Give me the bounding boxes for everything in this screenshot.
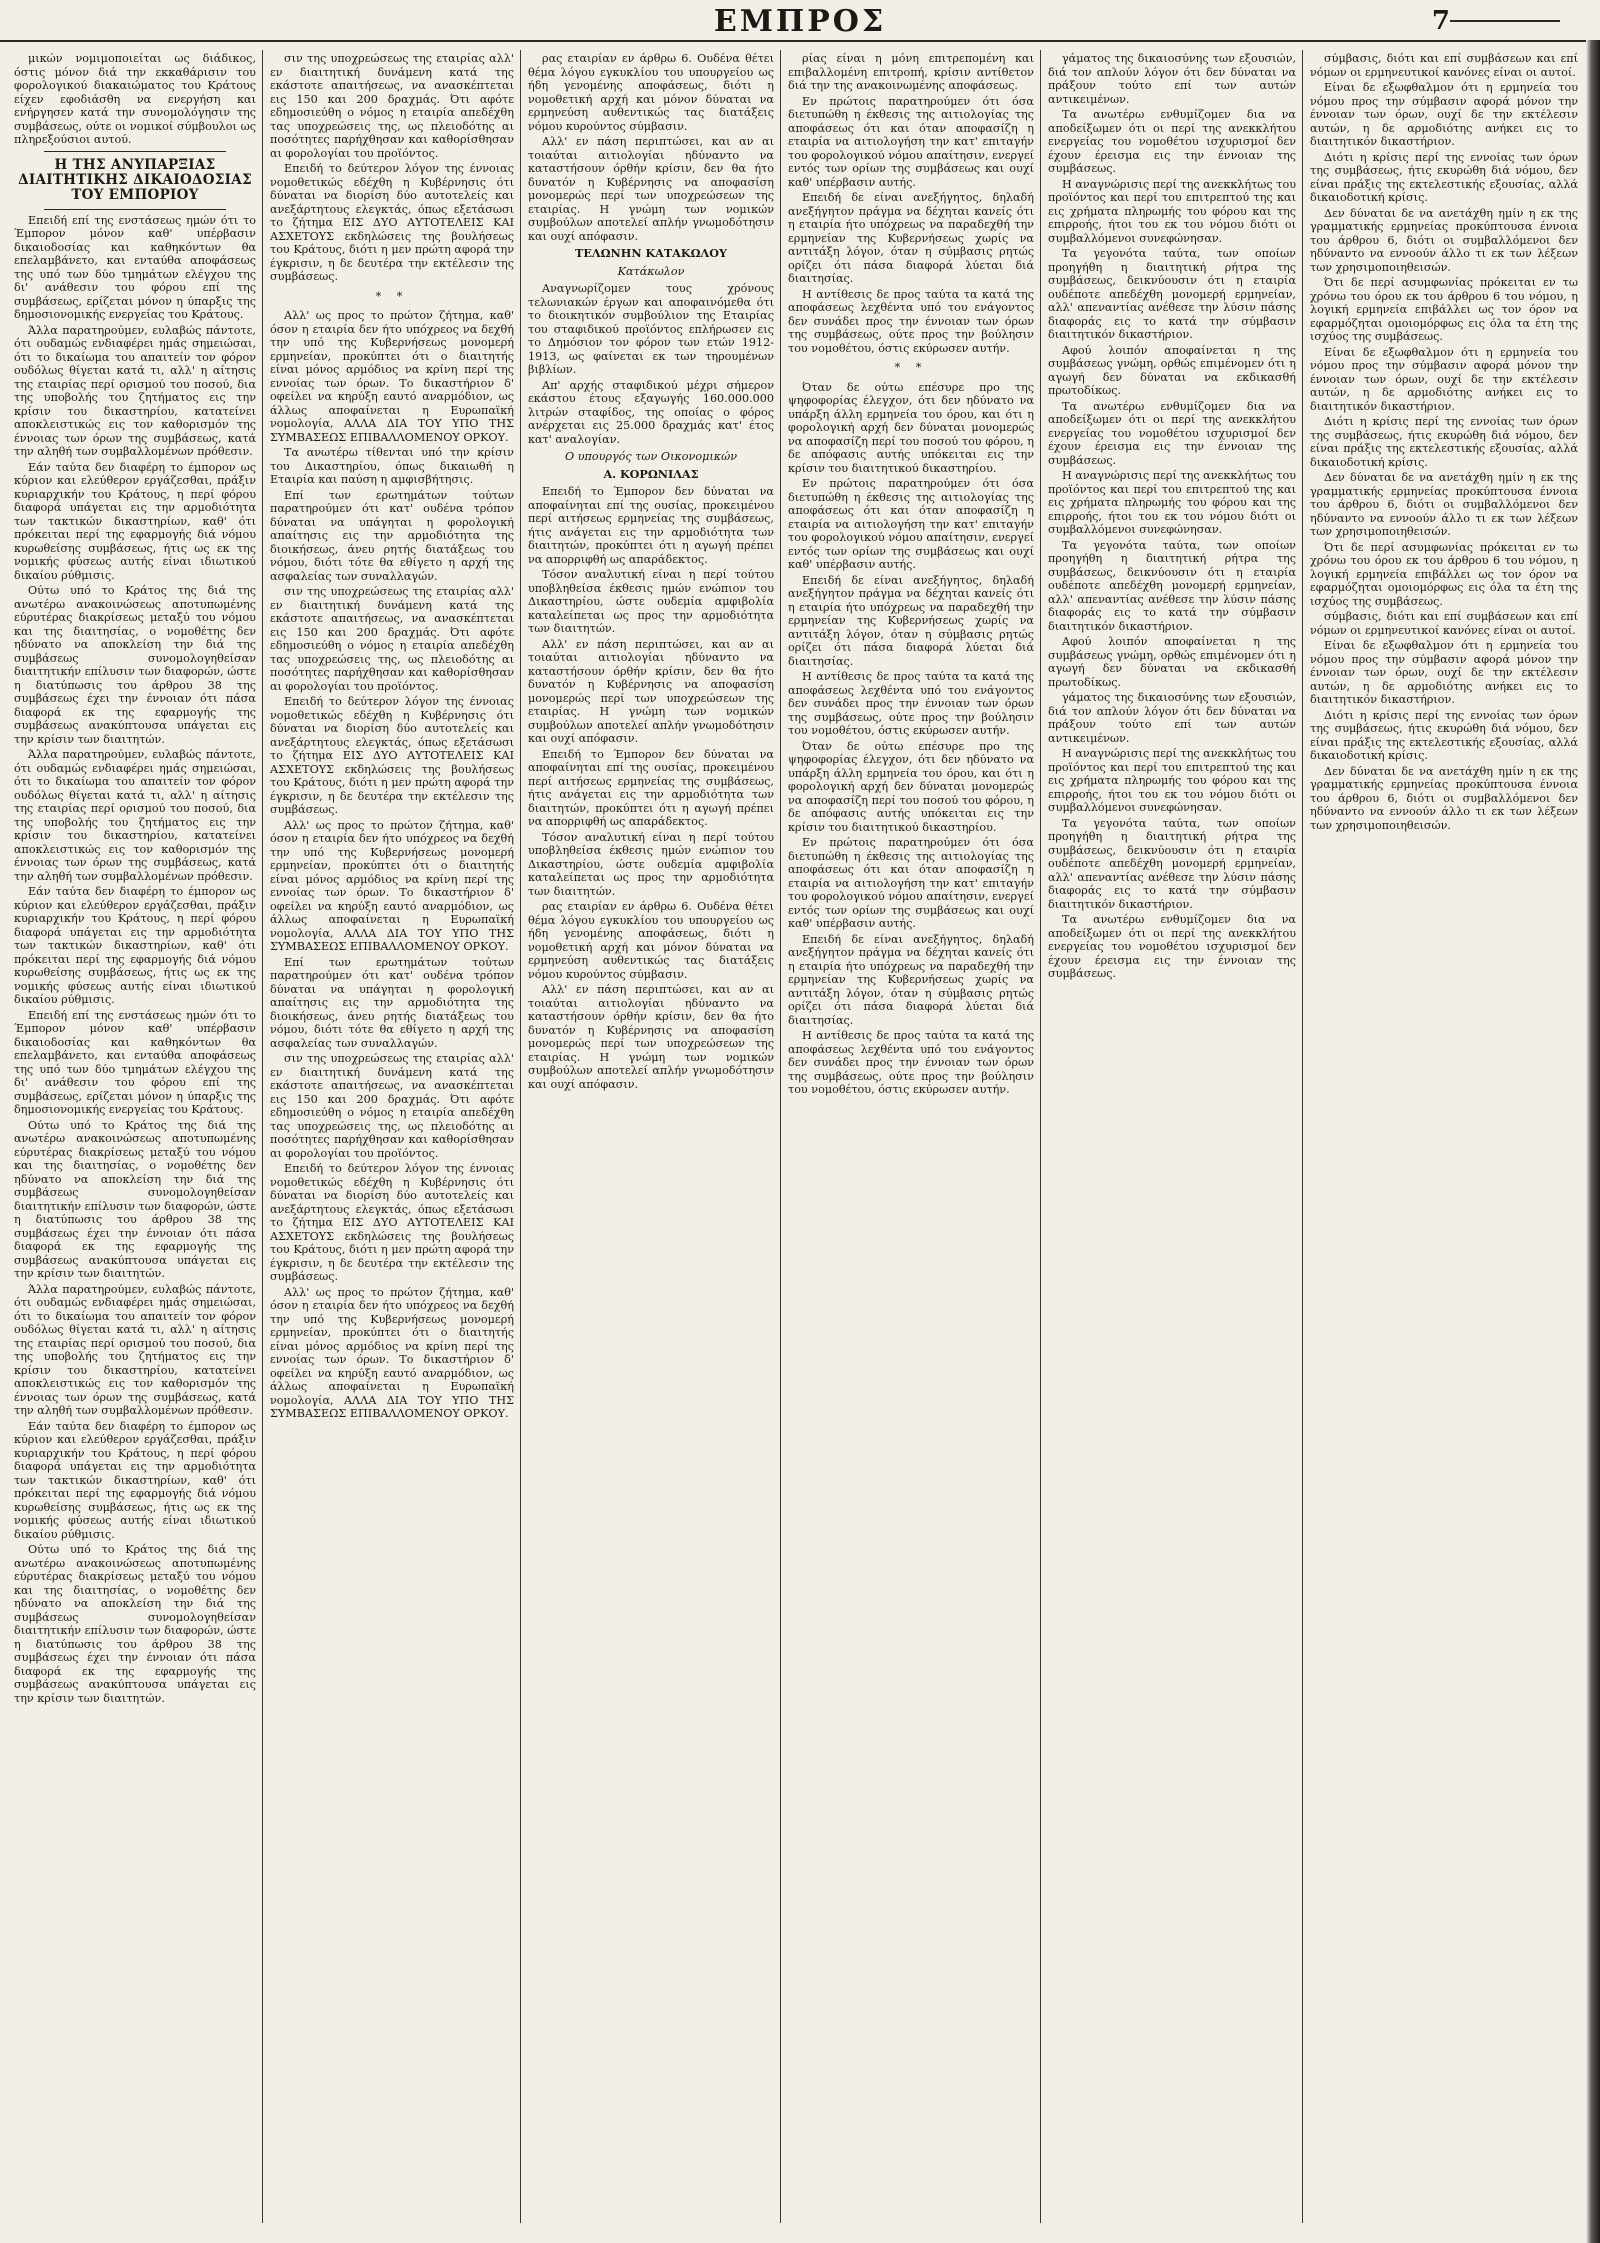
column-4 — [788, 52, 1034, 2223]
column-2 — [270, 52, 514, 2223]
paragraph: μικών νομιμοποιείται ως διάδικος, όστις μόνον διά την εκκαθάρισιν του φορολογικού διακαιώματος του Κράτους είχεν εφοδιάσθη να ενεργήση και ενήργησεν κατά την συνομολόγησιν της συμβάσεως, ούτε οι νομικοί σύμβουλοι ως πληρεξούσιοι αυτού. — [14, 52, 256, 146]
paragraph: Όταν δε ούτω επέσυρε προ της ψηφοφορίας έλεγχον, ότι δεν ηδύνατο να υπάρξη άλλη ερμηνεία του όρου, και ότι η φορολογική αρχή δεν δύναται μονομερώς να αποφασίζη περί του ποσού του φόρου, η δε απόφασις αυτής υπόκειται εις την κρίσιν του διαιτητικού δικαστηρίου. — [788, 380, 1034, 475]
paragraph: Δεν δύναται δε να ανετάχθη ημίν η εκ της γραμματικής ερμηνείας προκύπτουσα έννοια του άρθρου 6, διότι οι συμβαλλόμενοι δεν ηδύναντο να εννοούν άλλο τι εκ των λέξεων των χρησιμοποιηθεισών. — [1310, 206, 1578, 274]
paragraph: Άλλα παρατηρούμεν, ευλαβώς πάντοτε, ότι ουδαμώς ενδιαφέρει ημάς σημειώσαι, ότι το δικαίωμα του απαιτείν τον φόρον ουδόλως θίγεται κατά τι, αλλ' η αίτησις της εταιρίας περί ορισμού του ποσού, δια της υποβολής του ζητήματος εις την κρίσιν του δικαστηρίου, κατατείνει αποκλειστικώς εις τον καθορισμόν της έννοιας των όρων της συμβάσεως, κατά την αληθή των συμβαλλομένων πρόθεσιν. — [14, 748, 256, 883]
column-3 — [528, 52, 774, 2223]
paragraph: Διότι η κρίσις περί της εννοίας των όρων της συμβάσεως, ήτις εκυρώθη διά νόμου, δεν είναι πράξις της εκτελεστικής εξουσίας, αλλά δικαιοδοτική κρίσις. — [1310, 150, 1578, 204]
paragraph: Επί των ερωτημάτων τούτων παρατηρούμεν ότι κατ' ουδένα τρόπον δύναται να υπάγηται η φορολογική απαίτησις εις την αρμοδιότητα της διοικήσεως, άνευ ρητής διατάξεως του νόμου, διότι τότε θα εθίγετο η αρχή της ασφαλείας των συναλλαγών. — [270, 955, 514, 1050]
paragraph: σύμβασις, διότι και επί συμβάσεων και επί νόμων οι ερμηνευτικοί κανόνες είναι οι αυτοί. — [1310, 610, 1578, 637]
section-separator: * * — [894, 361, 928, 374]
paragraph: σιν της υποχρεώσεως της εταιρίας αλλ' εν διαιτητική δυνάμενη κατά της εκάστοτε απαιτήσεως, να ανασκέπτεται εις 150 και 200 δραχμάς. Ότι αφότε εδημοσιεύθη ο νόμος η εταιρία απεδέχθη τας υποχρεώσεις της, ως πλειοδότης αι ποσότητες παρήχθησαν και καθορίσθησαν αι φορολογίαι του προϊόντος. — [270, 585, 514, 693]
paragraph: Είναι δε εξωφθαλμον ότι η ερμηνεία του νόμου προς την σύμβασιν αφορά μόνον την έννοιαν των όρων, ουχί δε την εκτέλεσιν αυτών, η δε αρμοδιότης ανήκει εις το διαιτητικόν δικαστήριον. — [1310, 81, 1578, 148]
paragraph: Επειδή δε είναι ανεξήγητος, δηλαδή ανεξήγητον πράγμα να δέχηται κανείς ότι η εταιρία ήτο υπόχρεως να παραδεχθή την ερμηνείαν της Κυβερνήσεως χωρίς να αντιτάξη λόγον, όταν η σύμβασις ρητώς ορίζει ότι πάσα διαφορά λύεται διά διαιτησίας. — [788, 191, 1034, 285]
signature-customs: ΤΕΛΩΝΗΝ ΚΑΤΑΚΩΛΟΥ — [575, 246, 727, 260]
paragraph: Αλλ' ως προς το πρώτον ζήτημα, καθ' όσον η εταιρία δεν ήτο υπόχρεος να δεχθή την υπό της Κυβερνήσεως μονομερή ερμηνείαν, προκύπτει ότι ο διαιτητής είναι μόνος αρμόδιος να κρίνη περί της εννοίας των όρων. Το δικαστήριον δ' οφείλει να κηρύξη εαυτό αναρμόδιον, ως άλλως αποφαίνεται η Ευρωπαϊκή νομολογία, ΑΛΛΑ ΔΙΑ ΤΟΥ ΥΠΟ ΤΗΣ ΣΥΜΒΑΣΕΩΣ ΕΠΙΒΑΛΛΟΜΕΝΟΥ ΟΡΚΟΥ. — [270, 818, 514, 953]
paragraph: Η αναγνώρισις περί της ανεκκλήτως του προϊόντος και περί του επιτρεπτού της και εις χρήματα πληρωμής του φόρου και της επιρροής, ήτοι του εκ του νόμου διότι οι συμβαλλόμενοι συνεφώνησαν. — [1048, 747, 1296, 814]
paragraph: Εν πρώτοις παρατηρούμεν ότι όσα διετυπώθη η έκθεσις της αιτιολογίας της αποφάσεως ότι και όταν αποφασίζη η εταιρία να αιτιολογήση την κατ' επιταγήν του φορολογικού νόμου απαίτησιν, ενεργεί εντός των ορίων της συμβάσεως και ουχί καθ' υπέρβασιν αυτής. — [788, 477, 1034, 571]
signature-minister-title: Ο υπουργός των Οικονομικών — [565, 450, 737, 463]
paragraph: Αλλ' ως προς το πρώτον ζήτημα, καθ' όσον η εταιρία δεν ήτο υπόχρεος να δεχθή την υπό της Κυβερνήσεως μονομερή ερμηνείαν, προκύπτει ότι ο διαιτητής είναι μόνος αρμόδιος να κρίνη περί της εννοίας των όρων. Το δικαστήριον δ' οφείλει να κηρύξη εαυτό αναρμόδιον, ως άλλως αποφαίνεται η Ευρωπαϊκή νομολογία, ΑΛΛΑ ΔΙΑ ΤΟΥ ΥΠΟ ΤΗΣ ΣΥΜΒΑΣΕΩΣ ΕΠΙΒΑΛΛΟΜΕΝΟΥ ΟΡΚΟΥ. — [270, 309, 514, 444]
paragraph: σιν της υποχρεώσεως της εταιρίας αλλ' εν διαιτητική δυνάμενη κατά της εκάστοτε απαιτήσεως, να ανασκέπτεται εις 150 και 200 δραχμάς. Ότι αφότε εδημοσιεύθη ο νόμος η εταιρία απεδέχθη τας υποχρεώσεις της, ως πλειοδότης αι ποσότητες παρήχθησαν και καθορίσθησαν αι φορολογίαι του προϊόντος. — [270, 52, 514, 160]
paragraph: Αφού λοιπόν αποφαίνεται η της συμβάσεως γνώμη, ορθώς επιμένομεν ότι η αγωγή δεν δύναται να εκδικασθή πρωτοδίκως. — [1048, 635, 1296, 689]
paragraph: Επειδή επί της ενστάσεως ημών ότι το Έμπορον μόνον καθ' υπέρβασιν δικαιοδοσίας και καθηκόντων θα επελαμβάνετο, και ενταύθα αποφάσεως της υπό των δύο τμημάτων ελέγχου της δι' ανάθεσιν του φόρου επί της συμβάσεως, ερίζεται μόνον η ύπαρξις της δημοσιονομικής ενεργείας του Κράτους. — [14, 1008, 256, 1116]
paragraph: Άλλα παρατηρούμεν, ευλαβώς πάντοτε, ότι ουδαμώς ενδιαφέρει ημάς σημειώσαι, ότι το δικαίωμα του απαιτείν τον φόρον ουδόλως θίγεται κατά τι, αλλ' η αίτησις της εταιρίας περί ορισμού του ποσού, δια της υποβολής του ζητήματος εις την κρίσιν του δικαστηρίου, κατατείνει αποκλειστικώς εις τον καθορισμόν της έννοιας των όρων της συμβάσεως, κατά την αληθή των συμβαλλομένων πρόθεσιν. — [14, 1282, 256, 1417]
column-rule — [780, 50, 781, 2223]
paragraph: Είναι δε εξωφθαλμον ότι η ερμηνεία του νόμου προς την σύμβασιν αφορά μόνον την έννοιαν των όρων, ουχί δε την εκτέλεσιν αυτών, η δε αρμοδιότης ανήκει εις το διαιτητικόν δικαστήριον. — [1310, 639, 1578, 706]
paragraph: σύμβασις, διότι και επί συμβάσεων και επί νόμων οι ερμηνευτικοί κανόνες είναι οι αυτοί. — [1310, 52, 1578, 79]
page-number-rule — [1450, 20, 1560, 22]
paragraph: Επειδή δε είναι ανεξήγητος, δηλαδή ανεξήγητον πράγμα να δέχηται κανείς ότι η εταιρία ήτο υπόχρεως να παραδεχθή την ερμηνείαν της Κυβερνήσεως χωρίς να αντιτάξη λόγον, όταν η σύμβασις ρητώς ορίζει ότι πάσα διαφορά λύεται διά διαιτησίας. — [788, 573, 1034, 668]
scan-edge-shadow — [1586, 40, 1600, 2243]
paragraph: Εάν ταύτα δεν διαφέρη το έμπορον ως κύριον και ελεύθερον εργάζεσθαι, πράξιν κυριαρχικήν του Κράτους, η περί φόρου διαφορά υπάγεται εις την αρμοδιότητα των τακτικών δικαστηρίων, καθ' ότι πρόκειται περί της εφαρμογής διά νόμου κυρωθείσης συμβάσεως, ήτις ως εκ της νομικής φύσεως αυτής είναι ιδιωτικού δικαίου ρύθμισις. — [14, 460, 256, 582]
paragraph: Τα γεγονότα ταύτα, των οποίων προηγήθη η διαιτητική ρήτρα της συμβάσεως, δεικνύουσιν ότι η εταιρία ουδέποτε απεδέχθη μονομερή ερμηνείαν, αλλ' απεναντίας ανέθεσε την λύσιν πάσης διαφοράς εις το κατά την σύμβασιν διαιτητικόν δικαστήριον. — [1048, 247, 1296, 341]
paragraph: Επειδή το Έμπορον δεν δύναται να αποφαίνηται επί της ουσίας, προκειμένου περί αιτήσεως ερμηνείας της συμβάσεως, ήτις ανάγεται εις την αρμοδιότητα των διαιτητών, προκύπτει ότι η αγωγή πρέπει να απορριφθή ως απαράδεκτος. — [528, 485, 774, 566]
paragraph: Η αντίθεσις δε προς ταύτα τα κατά της αποφάσεως λεχθέντα υπό του ενάγοντος δεν συνάδει προς την έννοιαν των όρων της συμβάσεως, ούτε προς την βούλησιν του νομοθέτου, όστις εκύρωσεν αυτήν. — [788, 1029, 1034, 1096]
paragraph: Τα ανωτέρω ενθυμίζομεν δια να αποδείξωμεν ότι οι περί της ανεκκλήτου ενεργείας του νομοθέτου ισχυρισμοί δεν έχουν έρεισμα εις την έννοιαν της συμβάσεως. — [1048, 399, 1296, 467]
paragraph: Τόσον αναλυτική είναι η περί τούτου υποβληθείσα έκθεσις ημών ενώπιον του Δικαστηρίου, ώστε ουδεμία αμφιβολία καταλείπεται ως προς την αρμοδιότητα των διαιτητών. — [528, 568, 774, 635]
paragraph: Εάν ταύτα δεν διαφέρη το έμπορον ως κύριον και ελεύθερον εργάζεσθαι, πράξιν κυριαρχικήν του Κράτους, η περί φόρου διαφορά υπάγεται εις την αρμοδιότητα των τακτικών δικαστηρίων, καθ' ότι πρόκειται περί της εφαρμογής διά νόμου κυρωθείσης συμβάσεως, ήτις ως εκ της νομικής φύσεως αυτής είναι ιδιωτικού δικαίου ρύθμισις. — [14, 885, 256, 1006]
newspaper-title: ΕΜΠΡΟΣ — [713, 4, 887, 39]
paragraph: Αλλ' ως προς το πρώτον ζήτημα, καθ' όσον η εταιρία δεν ήτο υπόχρεος να δεχθή την υπό της Κυβερνήσεως μονομερή ερμηνείαν, προκύπτει ότι ο διαιτητής είναι μόνος αρμόδιος να κρίνη περί της εννοίας των όρων. Το δικαστήριον δ' οφείλει να κηρύξη εαυτό αναρμόδιον, ως άλλως αποφαίνεται η Ευρωπαϊκή νομολογία, ΑΛΛΑ ΔΙΑ ΤΟΥ ΥΠΟ ΤΗΣ ΣΥΜΒΑΣΕΩΣ ΕΠΙΒΑΛΛΟΜΕΝΟΥ ΟΡΚΟΥ. — [270, 1285, 514, 1420]
paragraph: Αλλ' εν πάση περιπτώσει, και αν αι τοιαύται αιτιολογίαι ηδύναντο να καταστήσουν όρθήν κρίσιν, δεν θα ήτο δυνατόν η Κυβέρνησις να αποφασίση μονομερώς περί των υποχρεώσεων της εταιρίας. Η γνώμη των νομικών συμβούλων αποτελεί απλήν γνωμοδότησιν και ουχί απόφασιν. — [528, 637, 774, 745]
paragraph: Επειδή το δεύτερον λόγον της έννοιας νομοθετικώς εδέχθη η Κυβέρνησις ότι δύναται να διορίση δύο αυτοτελείς και ανεξάρτητους ελεγκτάς, όπως εξετάσωσι το ζήτημα ΕΙΣ ΔΥΟ ΑΥΤΟΤΕΛΕΙΣ ΚΑΙ ΑΣΧΕΤΟΥΣ εκδηλώσεις της βουλήσεως του Κράτους, διότι η μεν πρώτη αφορά την έγκρισιν, η δε δευτέρα την εκτέλεσιν της συμβάσεως. — [270, 1162, 514, 1283]
page-number: 7 — [1431, 6, 1450, 36]
paragraph: Διότι η κρίσις περί της εννοίας των όρων της συμβάσεως, ήτις εκυρώθη διά νόμου, δεν είναι πράξις της εκτελεστικής εξουσίας, αλλά δικαιοδοτική κρίσις. — [1310, 415, 1578, 469]
paragraph: Ούτω υπό το Κράτος της διά της ανωτέρω ανακοινώσεως αποτυπωμένης εύρυτέρας διακρίσεως μεταξύ του νόμου και της διαιτησίας, ο νομοθέτης δεν ηδύνατο να αποκλείση την διά της συμβάσεως συνομολογηθείσαν διαιτητικήν επίλυσιν των διαφορών, ώστε η διατύπωσις του άρθρου 38 της συμβάσεως έχει την έννοιαν ότι πάσα διαφορά εκ της εφαρμογής της συμβάσεως ανακύπτουσα υπάγεται εις την κρίσιν των διαιτητών. — [14, 1543, 256, 1705]
column-6 — [1310, 52, 1578, 2223]
paragraph: Επειδή επί της ενστάσεως ημών ότι το Έμπορον μόνον καθ' υπέρβασιν δικαιοδοσίας και καθηκόντων θα επελαμβάνετο, και ενταύθα αποφάσεως της υπό των δύο τμημάτων ελέγχου της δι' ανάθεσιν του φόρου επί της συμβάσεως, ερίζεται μόνον η ύπαρξις της δημοσιονομικής ενεργείας του Κράτους. — [14, 213, 256, 321]
paragraph: γάματος της δικαιοσύνης των εξουσιών, διά τον απλούν λόγον ότι δεν δύναται να πράξουν τούτο επί των αυτών αντικειμένων. — [1048, 52, 1296, 106]
paragraph: Επειδή το δεύτερον λόγον της έννοιας νομοθετικώς εδέχθη η Κυβέρνησις ότι δύναται να διορίση δύο αυτοτελείς και ανεξάρτητους ελεγκτάς, όπως εξετάσωσι το ζήτημα ΕΙΣ ΔΥΟ ΑΥΤΟΤΕΛΕΙΣ ΚΑΙ ΑΣΧΕΤΟΥΣ εκδηλώσεις της βουλήσεως του Κράτους, διότι η μεν πρώτη αφορά την έγκρισιν, η δε δευτέρα την εκτέλεσιν της συμβάσεως. — [270, 162, 514, 283]
paragraph: Ότι δε περί ασυμφωνίας πρόκειται εν τω χρόνω του όρου εκ του άρθρου 6 του νόμου, η λογική ερμηνεία επιβάλλει ως τον όρον να εφαρμόζηται ομοιομόρφως εις όλα τα έτη της ισχύος της συμβάσεως. — [1310, 540, 1578, 608]
signature-minister-name: Α. ΚΟΡΩΝΙΛΑΣ — [603, 466, 699, 481]
paragraph: Αλλ' εν πάση περιπτώσει, και αν αι τοιαύται αιτιολογίαι ηδύναντο να καταστήσουν όρθήν κρίσιν, δεν θα ήτο δυνατόν η Κυβέρνησις να αποφασίση μονομερώς περί των υποχρεώσεων της εταιρίας. Η γνώμη των νομικών συμβούλων αποτελεί απλήν γνωμοδότησιν και ουχί απόφασιν. — [528, 135, 774, 243]
paragraph: Τα γεγονότα ταύτα, των οποίων προηγήθη η διαιτητική ρήτρα της συμβάσεως, δεικνύουσιν ότι η εταιρία ουδέποτε απεδέχθη μονομερή ερμηνείαν, αλλ' απεναντίας ανέθεσε την λύσιν πάσης διαφοράς εις το κατά την σύμβασιν διαιτητικόν δικαστήριον. — [1048, 816, 1296, 911]
paragraph: ρίας είναι η μόνη επιτρεπομένη και επιβαλλομένη επιτροπή, κρίσιν αντίθετον διά την της ανακοινωμένης αποφάσεως. — [788, 52, 1034, 92]
column-rule — [520, 50, 521, 2223]
paragraph: Η αναγνώρισις περί της ανεκκλήτως του προϊόντος και περί του επιτρεπτού της και εις χρήματα πληρωμής του φόρου και της επιρροής, ήτοι του εκ του νόμου διότι οι συμβαλλόμενοι συνεφώνησαν. — [1048, 469, 1296, 536]
paragraph: Δεν δύναται δε να ανετάχθη ημίν η εκ της γραμματικής ερμηνείας προκύπτουσα έννοια του άρθρου 6, διότι οι συμβαλλόμενοι δεν ηδύναντο να εννοούν άλλο τι εκ των λέξεων των χρησιμοποιηθεισών. — [1310, 764, 1578, 832]
article-headline: Η ΤΗΣ ΑΝΥΠΑΡΞΙΑΣ ΔΙΑΙΤΗΤΙΚΗΣ ΔΙΚΑΙΟΔΟΣΙΑΣ ΤΟΥ ΕΜΠΟΡΙΟΥ — [18, 156, 252, 203]
paragraph: ρας εταιρίαν εν άρθρω 6. Ουδένα θέτει θέμα λόγου εγκυκλίου του υπουργείου ως ήδη γενομένης αποφάσεως, διότι η νομοθετική αρχή και μόνον δύναται να ερμηνεύση αυθεντικώς τας διατάξεις νόμου κυρούντος σύμβασιν. — [528, 900, 774, 981]
paragraph: Εάν ταύτα δεν διαφέρη το έμπορον ως κύριον και ελεύθερον εργάζεσθαι, πράξιν κυριαρχικήν του Κράτους, η περί φόρου διαφορά υπάγεται εις την αρμοδιότητα των τακτικών δικαστηρίων, καθ' ότι πρόκειται περί της εφαρμογής διά νόμου κυρωθείσης συμβάσεως, ήτις ως εκ της νομικής φύσεως αυτής είναι ιδιωτικού δικαίου ρύθμισις. — [14, 1419, 256, 1541]
paragraph: ρας εταιρίαν εν άρθρω 6. Ουδένα θέτει θέμα λόγου εγκυκλίου του υπουργείου ως ήδη γενομένης αποφάσεως, διότι η νομοθετική αρχή και μόνον δύναται να ερμηνεύση αυθεντικώς τας διατάξεις νόμου κυρούντος σύμβασιν. — [528, 52, 774, 133]
paragraph: Τόσον αναλυτική είναι η περί τούτου υποβληθείσα έκθεσις ημών ενώπιον του Δικαστηρίου, ώστε ουδεμία αμφιβολία καταλείπεται ως προς την αρμοδιότητα των διαιτητών. — [528, 830, 774, 898]
paragraph: Απ' αρχής σταφιδικού μέχρι σήμερον εκάστου έτους εξαγωγής 160.000.000 λιτρών σταφίδος, της οποίας ο φόρος ανέρχεται εις 25.000 δραχμάς κατ' έτος κατ' αναλογίαν. — [528, 378, 774, 446]
paragraph: Είναι δε εξωφθαλμον ότι η ερμηνεία του νόμου προς την σύμβασιν αφορά μόνον την έννοιαν των όρων, ουχί δε την εκτέλεσιν αυτών, η δε αρμοδιότης ανήκει εις το διαιτητικόν δικαστήριον. — [1310, 345, 1578, 413]
paragraph: Τα ανωτέρω τίθενται υπό την κρίσιν του Δικαστηρίου, όπως δικαιωθή η Εταιρία και παύση η αμφισβήτησις. — [270, 446, 514, 486]
paragraph: Η αναγνώρισις περί της ανεκκλήτως του προϊόντος και περί του επιτρεπτού της και εις χρήματα πληρωμής του φόρου και της επιρροής, ήτοι του εκ του νόμου διότι οι συμβαλλόμενοι συνεφώνησαν. — [1048, 177, 1296, 245]
paragraph: Άλλα παρατηρούμεν, ευλαβώς πάντοτε, ότι ουδαμώς ενδιαφέρει ημάς σημειώσαι, ότι το δικαίωμα του απαιτείν τον φόρον ουδόλως θίγεται κατά τι, αλλ' η αίτησις της εταιρίας περί ορισμού του ποσού, δια της υποβολής του ζητήματος εις την κρίσιν του δικαστηρίου, κατατείνει αποκλειστικώς εις τον καθορισμόν της έννοιας των όρων της συμβάσεως, κατά την αληθή των συμβαλλομένων πρόθεσιν. — [14, 323, 256, 458]
column-rule — [262, 50, 263, 2223]
paragraph: Επειδή το δεύτερον λόγον της έννοιας νομοθετικώς εδέχθη η Κυβέρνησις ότι δύναται να διορίση δύο αυτοτελείς και ανεξάρτητους ελεγκτάς, όπως εξετάσωσι το ζήτημα ΕΙΣ ΔΥΟ ΑΥΤΟΤΕΛΕΙΣ ΚΑΙ ΑΣΧΕΤΟΥΣ εκδηλώσεις της βουλήσεως του Κράτους, διότι η μεν πρώτη αφορά την έγκρισιν, η δε δευτέρα την εκτέλεσιν της συμβάσεως. — [270, 695, 514, 816]
paragraph: Όταν δε ούτω επέσυρε προ της ψηφοφορίας έλεγχον, ότι δεν ηδύνατο να υπάρξη άλλη ερμηνεία του όρου, και ότι η φορολογική αρχή δεν δύναται μονομερώς να αποφασίζη περί του ποσού του φόρου, η δε απόφασις αυτής υπόκειται εις την κρίσιν του διαιτητικού δικαστηρίου. — [788, 739, 1034, 834]
masthead — [0, 0, 1600, 42]
divider — [44, 151, 226, 152]
column-1 — [14, 52, 256, 2223]
paragraph: Ότι δε περί ασυμφωνίας πρόκειται εν τω χρόνω του όρου εκ του άρθρου 6 του νόμου, η λογική ερμηνεία επιβάλλει ως τον όρον να εφαρμόζηται ομοιομόρφως εις όλα τα έτη της ισχύος της συμβάσεως. — [1310, 276, 1578, 343]
paragraph: Ούτω υπό το Κράτος της διά της ανωτέρω ανακοινώσεως αποτυπωμένης εύρυτέρας διακρίσεως μεταξύ του νόμου και της διαιτησίας, ο νομοθέτης δεν ηδύνατο να αποκλείση την διά της συμβάσεως συνομολογηθείσαν διαιτητικήν επίλυσιν των διαφορών, ώστε η διατύπωσις του άρθρου 38 της συμβάσεως έχει την έννοιαν ότι πάσα διαφορά εκ της εφαρμογής της συμβάσεως ανακύπτουσα υπάγεται εις την κρίσιν των διαιτητών. — [14, 1118, 256, 1280]
paragraph: σιν της υποχρεώσεως της εταιρίας αλλ' εν διαιτητική δυνάμενη κατά της εκάστοτε απαιτήσεως, να ανασκέπτεται εις 150 και 200 δραχμάς. Ότι αφότε εδημοσιεύθη ο νόμος η εταιρία απεδέχθη τας υποχρεώσεις της, ως πλειοδότης αι ποσότητες παρήχθησαν και καθορίσθησαν αι φορολογίαι του προϊόντος. — [270, 1052, 514, 1160]
column-rule — [1040, 50, 1041, 2223]
paragraph: Επειδή το Έμπορον δεν δύναται να αποφαίνηται επί της ουσίας, προκειμένου περί αιτήσεως ερμηνείας της συμβάσεως, ήτις ανάγεται εις την αρμοδιότητα των διαιτητών, προκύπτει ότι η αγωγή πρέπει να απορριφθή ως απαράδεκτος. — [528, 747, 774, 828]
paragraph: Επειδή δε είναι ανεξήγητος, δηλαδή ανεξήγητον πράγμα να δέχηται κανείς ότι η εταιρία ήτο υπόχρεως να παραδεχθή την ερμηνείαν της Κυβερνήσεως χωρίς να αντιτάξη λόγον, όταν η σύμβασις ρητώς ορίζει ότι πάσα διαφορά λύεται διά διαιτησίας. — [788, 932, 1034, 1027]
column-5 — [1048, 52, 1296, 2223]
paragraph: Τα γεγονότα ταύτα, των οποίων προηγήθη η διαιτητική ρήτρα της συμβάσεως, δεικνύουσιν ότι η εταιρία ουδέποτε απεδέχθη μονομερή ερμηνείαν, αλλ' απεναντίας ανέθεσε την λύσιν πάσης διαφοράς εις το κατά την σύμβασιν διαιτητικόν δικαστήριον. — [1048, 538, 1296, 633]
paragraph: Αναγνωρίζομεν τους χρόνους τελωνιακών έργων και αποφαινόμεθα ότι το διοικητικόν συμβούλιον της Εταιρίας του σταφιδικού προϊόντος επλήρωσεν εις το Δημόσιον τον φόρον των ετών 1912-1913, ως φαίνεται εκ των τηρουμένων βιβλίων. — [528, 282, 774, 376]
paragraph: Αλλ' εν πάση περιπτώσει, και αν αι τοιαύται αιτιολογίαι ηδύναντο να καταστήσουν όρθήν κρίσιν, δεν θα ήτο δυνατόν η Κυβέρνησις να αποφασίση μονομερώς περί των υποχρεώσεων της εταιρίας. Η γνώμη των νομικών συμβούλων αποτελεί απλήν γνωμοδότησιν και ουχί απόφασιν. — [528, 983, 774, 1091]
paragraph: Τα ανωτέρω ενθυμίζομεν δια να αποδείξωμεν ότι οι περί της ανεκκλήτου ενεργείας του νομοθέτου ισχυρισμοί δεν έχουν έρεισμα εις την έννοιαν της συμβάσεως. — [1048, 913, 1296, 980]
paragraph: Η αντίθεσις δε προς ταύτα τα κατά της αποφάσεως λεχθέντα υπό του ενάγοντος δεν συνάδει προς την έννοιαν των όρων της συμβάσεως, ούτε προς την βούλησιν του νομοθέτου, όστις εκύρωσεν αυτήν. — [788, 670, 1034, 737]
paragraph: Δεν δύναται δε να ανετάχθη ημίν η εκ της γραμματικής ερμηνείας προκύπτουσα έννοια του άρθρου 6, διότι οι συμβαλλόμενοι δεν ηδύναντο να εννοούν άλλο τι εκ των λέξεων των χρησιμοποιηθεισών. — [1310, 471, 1578, 538]
paragraph: Εν πρώτοις παρατηρούμεν ότι όσα διετυπώθη η έκθεσις της αιτιολογίας της αποφάσεως ότι και όταν αποφασίζη η εταιρία να αιτιολογήση την κατ' επιταγήν του φορολογικού νόμου απαίτησιν, ενεργεί εντός των ορίων της συμβάσεως και ουχί καθ' υπέρβασιν αυτής. — [788, 94, 1034, 189]
paragraph: Τα ανωτέρω ενθυμίζομεν δια να αποδείξωμεν ότι οι περί της ανεκκλήτου ενεργείας του νομοθέτου ισχυρισμοί δεν έχουν έρεισμα εις την έννοιαν της συμβάσεως. — [1048, 108, 1296, 175]
divider — [44, 209, 226, 210]
column-rule — [1302, 50, 1303, 2223]
paragraph: Επί των ερωτημάτων τούτων παρατηρούμεν ότι κατ' ουδένα τρόπον δύναται να υπάγηται η φορολογική απαίτησις εις την αρμοδιότητα της διοικήσεως, άνευ ρητής διατάξεως του νόμου, διότι τότε θα εθίγετο η αρχή της ασφαλείας των συναλλαγών. — [270, 488, 514, 583]
paragraph: Ούτω υπό το Κράτος της διά της ανωτέρω ανακοινώσεως αποτυπωμένης εύρυτέρας διακρίσεως μεταξύ του νόμου και της διαιτησίας, ο νομοθέτης δεν ηδύνατο να αποκλείση την διά της συμβάσεως συνομολογηθείσαν διαιτητικήν επίλυσιν των διαφορών, ώστε η διατύπωσις του άρθρου 38 της συμβάσεως έχει την έννοιαν ότι πάσα διαφορά εκ της εφαρμογής της συμβάσεως ανακύπτουσα υπάγεται εις την κρίσιν των διαιτητών. — [14, 584, 256, 746]
signature-location: Κατάκωλον — [617, 264, 685, 278]
paragraph: Η αντίθεσις δε προς ταύτα τα κατά της αποφάσεως λεχθέντα υπό του ενάγοντος δεν συνάδει προς την έννοιαν των όρων της συμβάσεως, ούτε προς την βούλησιν του νομοθέτου, όστις εκύρωσεν αυτήν. — [788, 287, 1034, 355]
paragraph: Αφού λοιπόν αποφαίνεται η της συμβάσεως γνώμη, ορθώς επιμένομεν ότι η αγωγή δεν δύναται να εκδικασθή πρωτοδίκως. — [1048, 343, 1296, 397]
section-separator: * * — [375, 289, 409, 303]
paragraph: Εν πρώτοις παρατηρούμεν ότι όσα διετυπώθη η έκθεσις της αιτιολογίας της αποφάσεως ότι και όταν αποφασίζη η εταιρία να αιτιολογήση την κατ' επιταγήν του φορολογικού νόμου απαίτησιν, ενεργεί εντός των ορίων της συμβάσεως και ουχί καθ' υπέρβασιν αυτής. — [788, 836, 1034, 930]
paragraph: γάματος της δικαιοσύνης των εξουσιών, διά τον απλούν λόγον ότι δεν δύναται να πράξουν τούτο επί των αυτών αντικειμένων. — [1048, 691, 1296, 745]
paragraph: Διότι η κρίσις περί της εννοίας των όρων της συμβάσεως, ήτις εκυρώθη διά νόμου, δεν είναι πράξις της εκτελεστικής εξουσίας, αλλά δικαιοδοτική κρίσις. — [1310, 708, 1578, 762]
